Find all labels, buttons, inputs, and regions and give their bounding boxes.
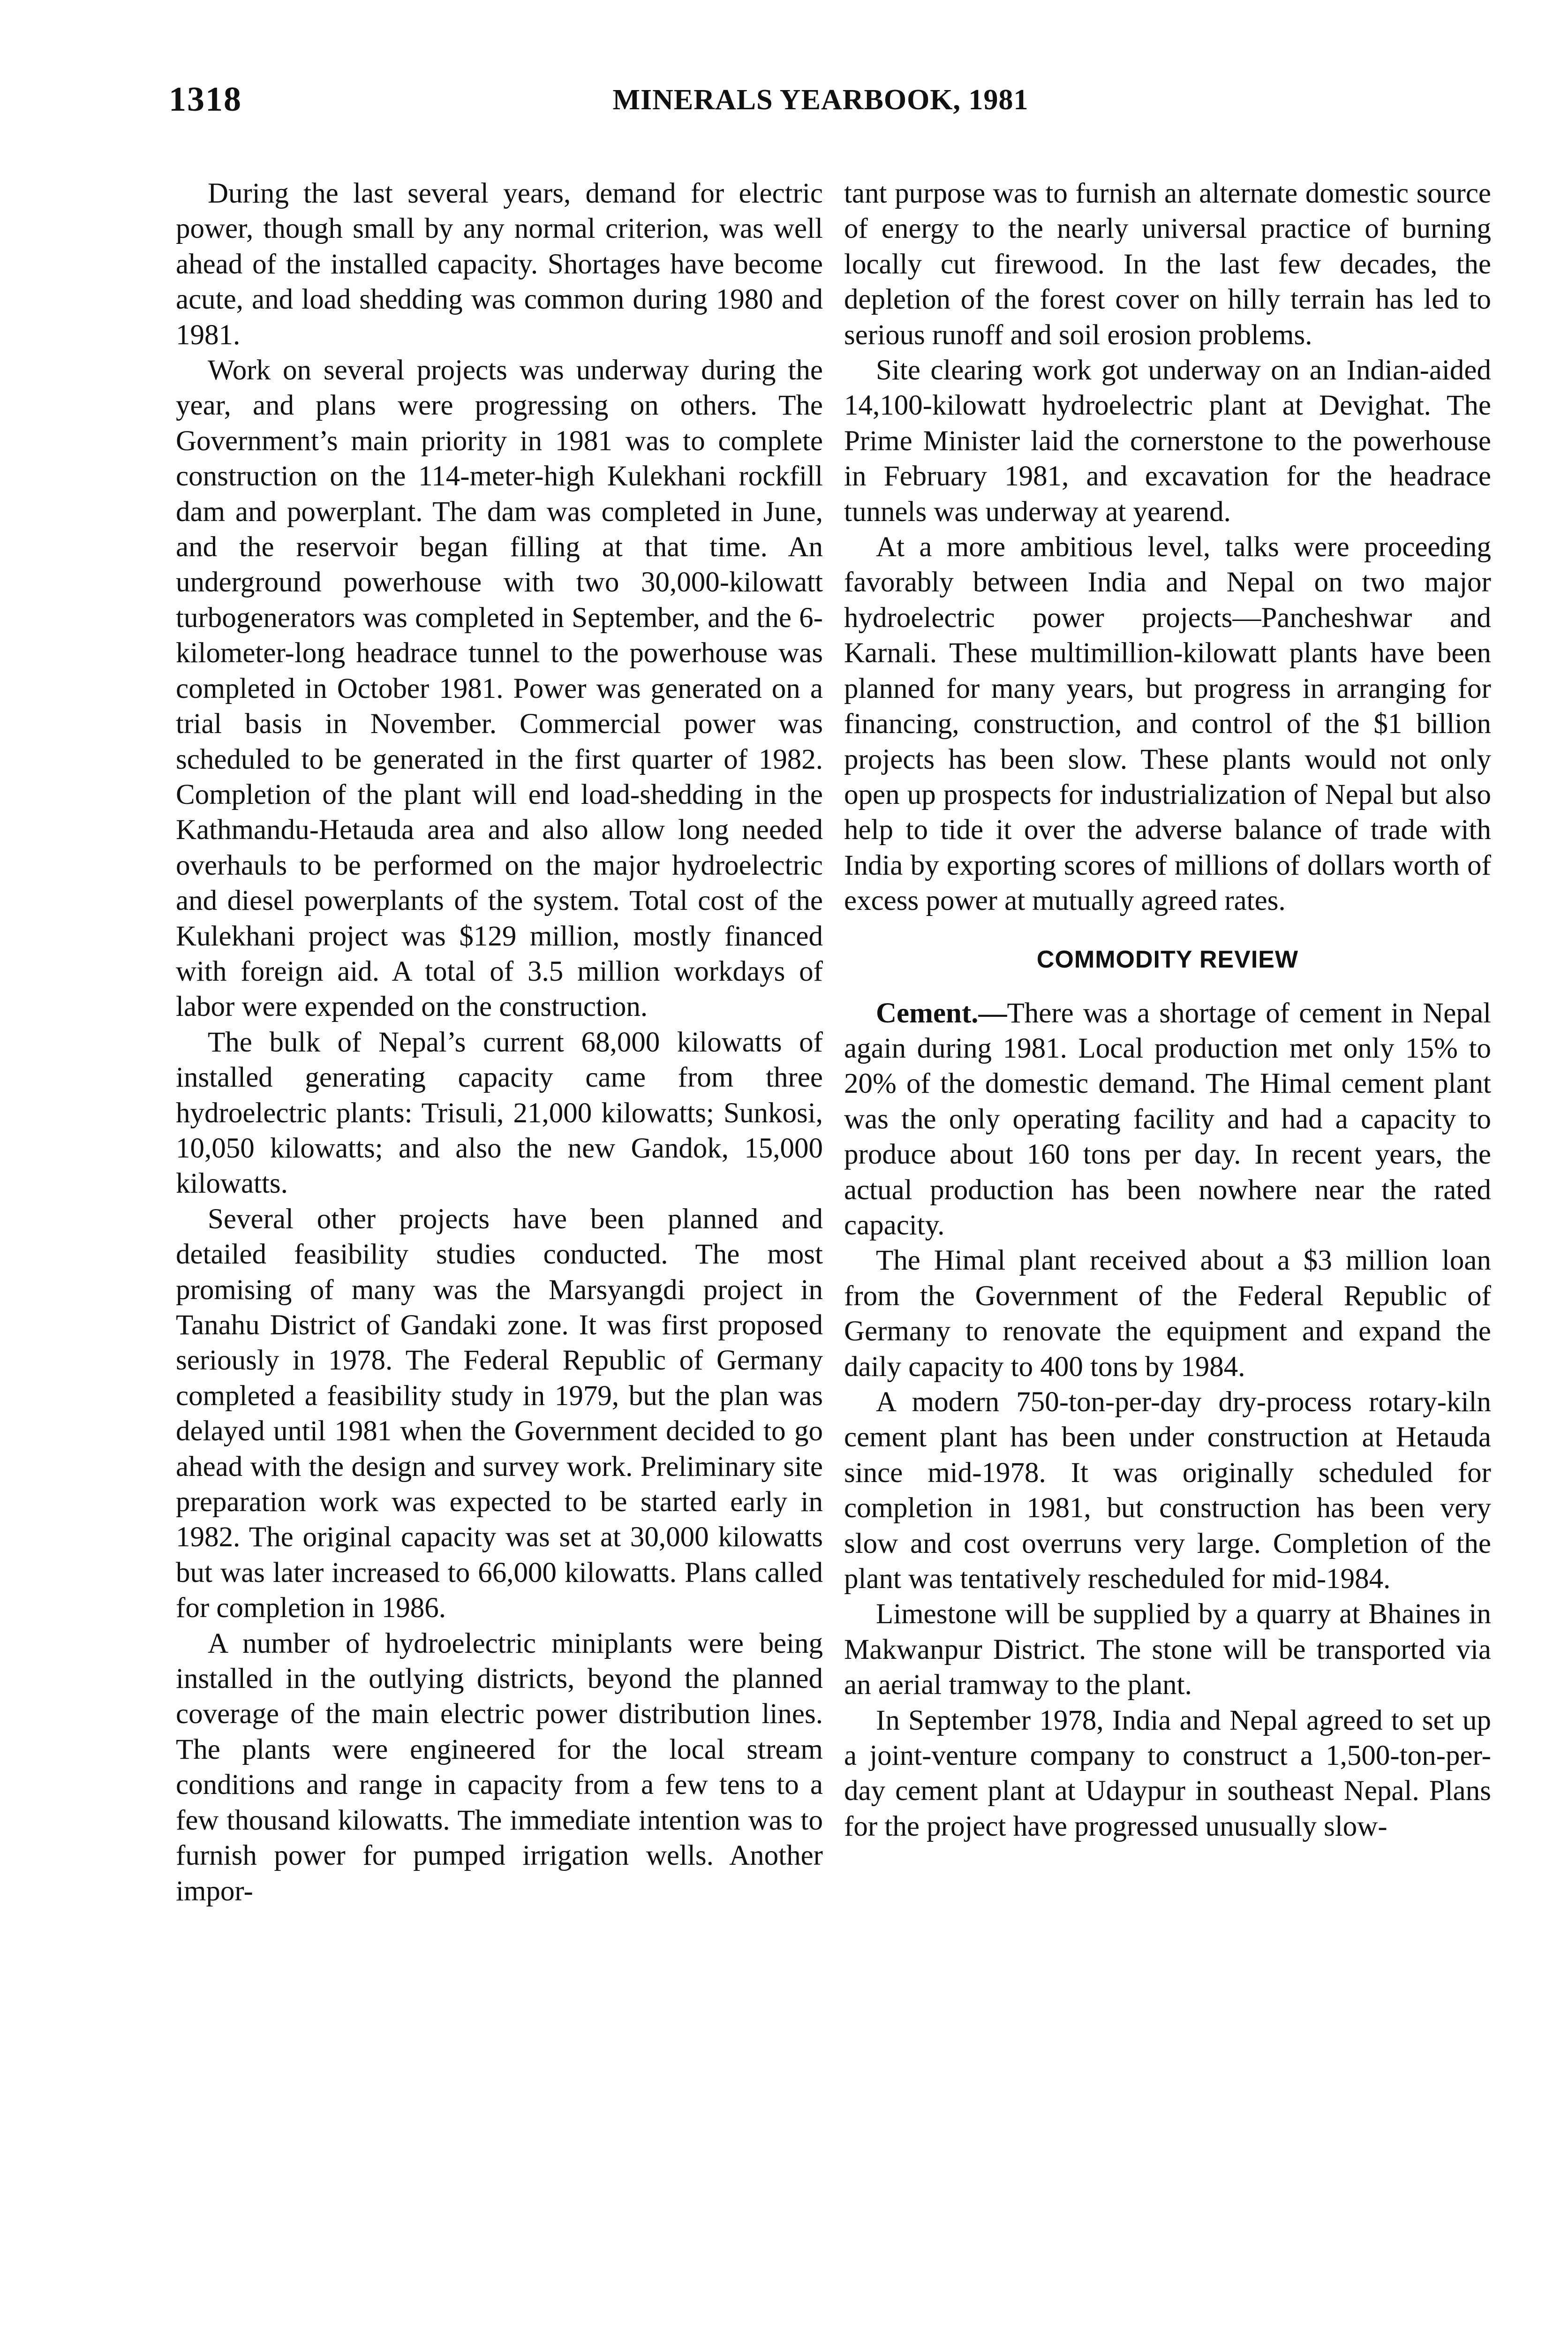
running-head: MINERALS YEARBOOK, 1981 bbox=[612, 84, 1029, 116]
paragraph: Work on several projects was underway during the year, and plans were progressing on others. The Government’s main priority in 1981 was to complete construction on the 114-meter-high Kulekhani rockfill dam and powerplant. The dam was completed in June, and the reservoir began filling at that time. An underground powerhouse with two 30,000-kilowatt turbogenerators was completed in September, and the 6-kilometer-long headrace tunnel to the powerhouse was completed in October 1981. Power was generated on a trial basis in November. Commercial power was scheduled to be generated in the first quarter of 1982. Completion of the plant will end load-shedding in the Kathmandu-Hetauda area and also allow long needed overhauls to be performed on the major hydroelectric and diesel powerplants of the system. Total cost of the Kulekhani project was $129 million, mostly financed with foreign aid. A total of 3.5 million workdays of labor were expended on the construction. bbox=[176, 355, 823, 1023]
right-column bbox=[844, 176, 1491, 1844]
paragraph-continuation: tant purpose was to furnish an alternate domestic source of energy to the nearly universal practice of burning locally cut firewood. In the last few decades, the depletion of the forest cover on hilly terrain has led to serious runoff and soil erosion problems. bbox=[844, 178, 1491, 351]
cement-paragraph-text: There was a shortage of cement in Nepal again during 1981. Local production met only 15% to 20% of the domestic demand. The Himal cement plant was the only operating facility and had a capacity to produce about 160 tons per day. In recent years, the actual production has been nowhere near the rated capacity. bbox=[844, 997, 1491, 1241]
paragraph: Limestone will be supplied by a quarry at Bhaines in Makwanpur District. The stone will be transported via an aerial tramway to the plant. bbox=[844, 1598, 1491, 1701]
paragraph: A modern 750-ton-per-day dry-process rotary-kiln cement plant has been under construction at Hetauda since mid-1978. It was originally scheduled for completion in 1981, but construction has been very slow and cost overruns very large. Completion of the plant was tentatively rescheduled for mid-1984. bbox=[844, 1386, 1491, 1595]
paragraph: During the last several years, demand for electric power, though small by any normal criterion, was well ahead of the installed capacity. Shortages have become acute, and load shedding was common during 1980 and 1981. bbox=[176, 178, 823, 351]
paragraph: The Himal plant received about a $3 million loan from the Government of the Federal Republic of Germany to renovate the equipment and expand the daily capacity to 400 tons by 1984. bbox=[844, 1245, 1491, 1383]
section-heading: COMMODITY REVIEW bbox=[1036, 946, 1299, 973]
page-header bbox=[169, 80, 1472, 131]
page-number: 1318 bbox=[169, 80, 242, 119]
left-column bbox=[176, 176, 823, 1909]
paragraph: The bulk of Nepal’s current 68,000 kilowatts of installed generating capacity came from three hydroelectric plants: Trisuli, 21,000 kilowatts; Sunkosi, 10,050 kilowatts; and also the new Gandok, 15,000 kilowatts. bbox=[176, 1026, 823, 1200]
cement-run-in-heading: Cement.— bbox=[876, 997, 1007, 1029]
cement-paragraph bbox=[844, 996, 1491, 1243]
paragraph: A number of hydroelectric miniplants were being installed in the outlying districts, beyond the planned coverage of the main electric power distribution lines. The plants were engineered for the local stream conditions and range in capacity from a few tens to a few thousand kilowatts. The immediate intention was to furnish power for pumped irrigation wells. Another impor- bbox=[176, 1627, 823, 1907]
paragraph: In September 1978, India and Nepal agreed to set up a joint-venture company to construct a 1,500-ton-per-day cement plant at Udaypur in southeast Nepal. Plans for the project have progressed unusually slow- bbox=[844, 1704, 1491, 1842]
paragraph: Several other projects have been planned and detailed feasibility studies conducted. The most promising of many was the Marsyangdi project in Tanahu District of Gandaki zone. It was first proposed seriously in 1978. The Federal Republic of Germany completed a feasibility study in 1979, but the plan was delayed until 1981 when the Government decided to go ahead with the design and survey work. Preliminary site preparation work was expected to be started early in 1982. The original capacity was set at 30,000 kilowatts but was later increased to 66,000 kilowatts. Plans called for completion in 1986. bbox=[176, 1203, 823, 1624]
paragraph: At a more ambitious level, talks were proceeding favorably between India and Nepal on two major hydroelectric power projects—Pancheshwar and Karnali. These multimillion-kilowatt plants have been planned for many years, but progress in arranging for financing, construction, and control of the $1 billion projects has been slow. These plants would not only open up prospects for industrialization of Nepal but also help to tide it over the adverse balance of trade with India by exporting scores of millions of dollars worth of excess power at mutually agreed rates. bbox=[844, 531, 1491, 917]
paragraph: Site clearing work got underway on an Indian-aided 14,100-kilowatt hydroelectric plant at Devighat. The Prime Minister laid the cornerstone to the powerhouse in February 1981, and excavation for the headrace tunnels was underway at yearend. bbox=[844, 355, 1491, 528]
